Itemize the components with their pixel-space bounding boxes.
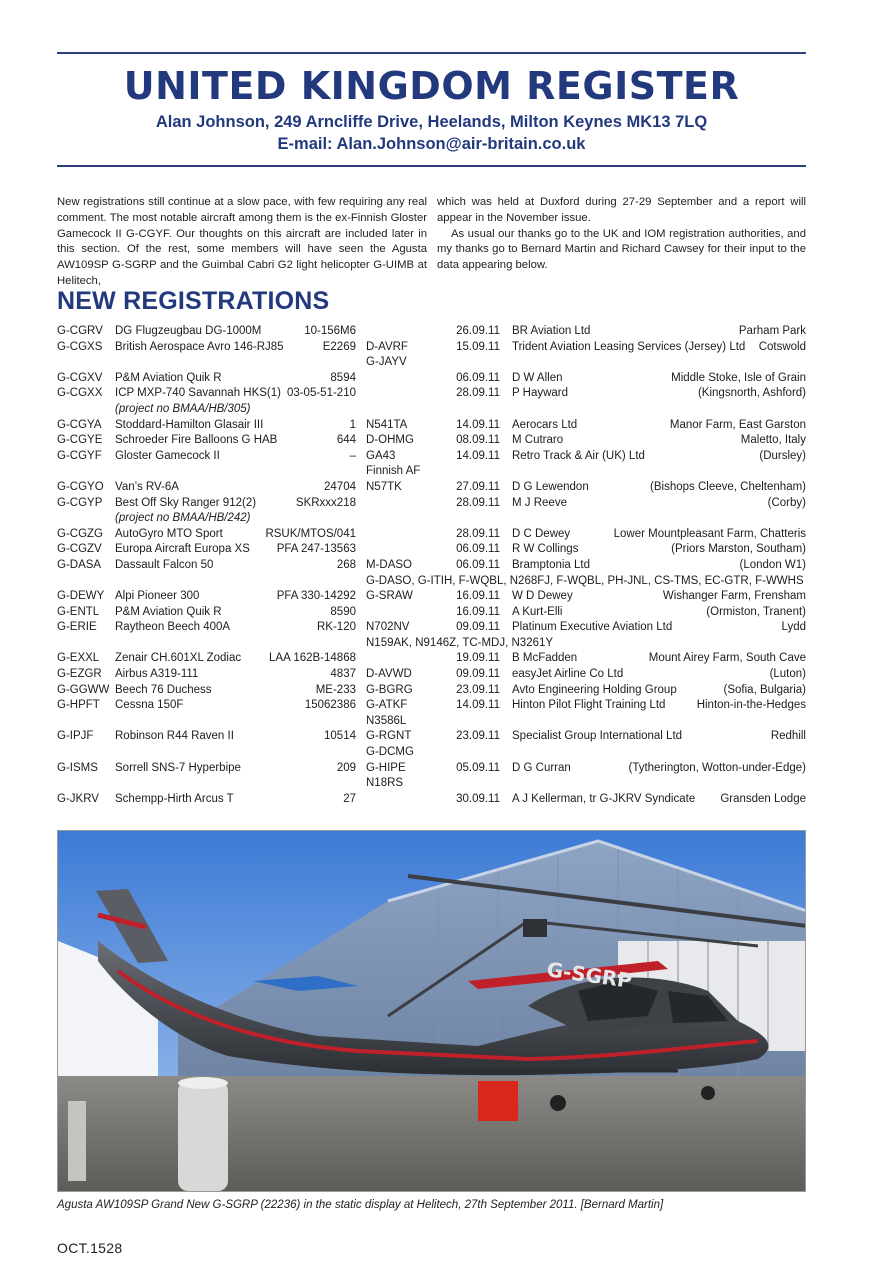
- header-bottom-rule: [57, 165, 806, 167]
- previous-identity: G-SRAW: [366, 590, 413, 603]
- registered-owner: BR Aviation Ltd: [512, 325, 591, 337]
- construction-number: LAA 162B-14868: [269, 652, 356, 665]
- header-top-rule: [57, 52, 806, 54]
- registered-owner: Trident Aviation Leasing Services (Jersey) Ltd: [512, 340, 746, 353]
- table-row: [57, 449, 806, 480]
- registration-mark: G-CGYF: [57, 449, 102, 462]
- registration-mark: G-CGYA: [57, 418, 102, 431]
- base-location: Gransden Lodge: [720, 792, 806, 805]
- construction-number: 8594: [330, 371, 356, 384]
- aircraft-type: DG Flugzeugbau DG-1000M: [115, 325, 262, 337]
- previous-identity: D-OHMG: [366, 434, 414, 447]
- previous-identity: M-DASO: [366, 558, 412, 571]
- registration-date: 27.09.11: [456, 480, 500, 493]
- registration-mark: G-JKRV: [57, 792, 99, 805]
- construction-number: 03-05-51-210: [286, 387, 356, 400]
- table-row: [57, 371, 806, 387]
- registration-mark: G-CGXX: [57, 387, 103, 400]
- aircraft-type: Van’s RV-6A: [115, 480, 179, 493]
- aircraft-type: Sorrell SNS-7 Hyperbipe: [115, 761, 241, 774]
- registration-date: 06.09.11: [456, 371, 500, 384]
- registered-owner: B McFadden: [512, 652, 578, 665]
- base-location: Manor Farm, East Garston: [669, 418, 806, 431]
- base-location: (Tytherington, Wotton-under-Edge): [628, 761, 806, 774]
- intro-paragraph: which was held at Duxford during 27-29 September and a report will appear in the November issue.: [437, 196, 806, 224]
- registration-mark: G-CGZG: [57, 527, 103, 540]
- base-location: Mount Airey Farm, South Cave: [648, 652, 806, 665]
- base-location: Lydd: [781, 621, 806, 634]
- aircraft-type: Schroeder Fire Balloons G HAB: [115, 434, 278, 447]
- registration-mark: G-CGYE: [57, 434, 103, 447]
- table-row: [57, 729, 806, 760]
- construction-number: PFA 330-14292: [276, 590, 356, 603]
- table-row: [57, 667, 806, 683]
- registration-date: 23.09.11: [456, 683, 500, 696]
- registration-mark: G-CGRV: [57, 325, 103, 337]
- previous-identities-list: G-DASO, G-ITIH, F-WQBL, N268FJ, F-WQBL, PH-JNL, CS-TMS, EC-GTR, F-WWHS: [366, 574, 804, 587]
- intro-paragraph: As usual our thanks go to the UK and IOM registration authorities, and my thanks go to Bernard Martin and Richard Cawsey for their input to the data appearing below.: [437, 227, 806, 272]
- construction-number: 644: [336, 434, 356, 447]
- registered-owner: W D Dewey: [512, 590, 573, 603]
- table-row: [57, 433, 806, 449]
- registration-mark: G-IPJF: [57, 730, 94, 743]
- aircraft-type: Beech 76 Duchess: [115, 683, 212, 696]
- project-note: (project no BMAA/HB/305): [115, 402, 251, 415]
- registration-date: 09.09.11: [456, 621, 500, 634]
- registered-owner: easyJet Airline Co Ltd: [512, 668, 624, 681]
- base-location: Cotswold: [758, 340, 806, 353]
- aircraft-type: ICP MXP-740 Savannah HKS(1): [115, 387, 281, 400]
- aircraft-type: Schempp-Hirth Arcus T: [115, 792, 234, 805]
- previous-identity-2: G-DCMG: [366, 746, 414, 759]
- aircraft-type: Zenair CH.601XL Zodiac: [115, 652, 242, 665]
- registered-owner: Platinum Executive Aviation Ltd: [512, 621, 673, 634]
- aircraft-type: Alpi Pioneer 300: [115, 590, 200, 603]
- base-location: (London W1): [739, 558, 806, 571]
- registration-mark: G-HPFT: [57, 699, 100, 712]
- previous-identity-2: G-JAYV: [366, 356, 407, 369]
- registered-owner: Avto Engineering Holding Group: [512, 683, 677, 696]
- table-row: [57, 620, 806, 651]
- registration-date: 05.09.11: [456, 761, 500, 774]
- base-location: Lower Mountpleasant Farm, Chatteris: [613, 527, 806, 540]
- base-location: Maletto, Italy: [740, 434, 806, 447]
- previous-identity: N541TA: [366, 418, 408, 431]
- aircraft-type: Gloster Gamecock II: [115, 449, 220, 462]
- base-location: Hinton-in-the-Hedges: [696, 699, 806, 712]
- previous-identity: GA43: [366, 449, 396, 462]
- table-row: [57, 340, 806, 371]
- registration-date: 15.09.11: [456, 340, 500, 353]
- base-location: Middle Stoke, Isle of Grain: [671, 371, 806, 384]
- registration-mark: G-DASA: [57, 558, 102, 571]
- aircraft-type: British Aerospace Avro 146-RJ85: [115, 340, 284, 353]
- registration-mark: G-CGXV: [57, 371, 103, 384]
- section-title: NEW REGISTRATIONS: [57, 287, 330, 315]
- construction-number: 268: [336, 558, 356, 571]
- base-location: Wishanger Farm, Frensham: [662, 590, 806, 603]
- table-row: [57, 605, 806, 621]
- previous-identity-2: N18RS: [366, 777, 404, 790]
- aircraft-type: P&M Aviation Quik R: [115, 605, 222, 618]
- aircraft-type: Raytheon Beech 400A: [115, 621, 231, 634]
- base-location: Redhill: [770, 730, 806, 743]
- construction-number: 27: [343, 792, 356, 805]
- base-location: (Bishops Cleeve, Cheltenham): [650, 480, 806, 493]
- photo-caption: Agusta AW109SP Grand New G-SGRP (22236) in the static display at Helitech, 27th September 2011. [Bernard Martin]: [57, 1199, 664, 1211]
- registered-owner: Bramptonia Ltd: [512, 558, 590, 571]
- base-location: (Priors Marston, Southam): [671, 543, 806, 556]
- table-row: [57, 792, 806, 808]
- construction-number: 10-156M6: [304, 325, 356, 337]
- base-location: (Corby): [767, 496, 806, 509]
- base-location: (Luton): [769, 668, 806, 681]
- table-row: [57, 480, 806, 496]
- construction-number: 4837: [330, 668, 356, 681]
- previous-identity-2: Finnish AF: [366, 465, 421, 478]
- registration-mark: G-CGXS: [57, 340, 103, 353]
- aircraft-type: Stoddard-Hamilton Glasair III: [115, 418, 264, 431]
- table-row: [57, 386, 806, 417]
- registered-owner: M Cutraro: [512, 434, 564, 447]
- registration-date: 14.09.11: [456, 699, 500, 712]
- registration-mark: G-ISMS: [57, 761, 98, 774]
- registration-date: 06.09.11: [456, 543, 500, 556]
- registration-mark: G-ERIE: [57, 621, 97, 634]
- previous-identity: N57TK: [366, 480, 402, 493]
- previous-identity: D-AVRF: [366, 340, 408, 353]
- registered-owner: Retro Track & Air (UK) Ltd: [512, 449, 645, 462]
- photo-registration-marking: G-SGRP: [545, 957, 634, 993]
- table-row: [57, 496, 806, 527]
- previous-identity: G-HIPE: [366, 761, 406, 774]
- table-row: [57, 418, 806, 434]
- registration-date: 26.09.11: [456, 325, 500, 337]
- construction-number: SKRxxx218: [295, 496, 356, 509]
- registration-date: 19.09.11: [456, 652, 500, 665]
- registration-mark: G-DEWY: [57, 590, 105, 603]
- registered-owner: A J Kellerman, tr G-JKRV Syndicate: [512, 792, 696, 805]
- registration-date: 16.09.11: [456, 605, 500, 618]
- registered-owner: D G Lewendon: [512, 480, 589, 493]
- previous-identity: G-BGRG: [366, 683, 413, 696]
- table-row: [57, 683, 806, 699]
- registered-owner: P Hayward: [512, 387, 569, 400]
- table-row: [57, 651, 806, 667]
- registered-owner: Aerocars Ltd: [512, 418, 578, 431]
- registration-date: 28.09.11: [456, 496, 500, 509]
- construction-number: 209: [336, 761, 356, 774]
- base-location: (Ormiston, Tranent): [706, 605, 806, 618]
- registration-date: 14.09.11: [456, 418, 500, 431]
- registration-mark: G-CGYP: [57, 496, 103, 509]
- previous-identity: G-ATKF: [366, 699, 408, 712]
- registered-owner: A Kurt-Elli: [512, 605, 563, 618]
- construction-number: RK-120: [317, 621, 356, 634]
- construction-number: 10514: [324, 730, 356, 743]
- author-address: Alan Johnson, 249 Arncliffe Drive, Heelands, Milton Keynes MK13 7LQ: [155, 113, 708, 131]
- base-location: Parham Park: [738, 325, 806, 337]
- aircraft-type: Airbus A319-111: [115, 668, 199, 681]
- registration-mark: G-EZGR: [57, 668, 102, 681]
- table-row: [57, 589, 806, 605]
- intro-column-left: [57, 195, 427, 290]
- aircraft-type: Robinson R44 Raven II: [115, 730, 234, 743]
- registration-date: 06.09.11: [456, 558, 500, 571]
- table-row: [57, 324, 806, 340]
- construction-number: PFA 247-13563: [276, 543, 356, 556]
- registered-owner: M J Reeve: [512, 496, 567, 509]
- registration-date: 30.09.11: [456, 792, 500, 805]
- registration-mark: G-CGZV: [57, 543, 102, 556]
- aircraft-type: Cessna 150F: [115, 699, 184, 712]
- registered-owner: D C Dewey: [512, 527, 571, 540]
- registration-date: 14.09.11: [456, 449, 500, 462]
- registration-date: 28.09.11: [456, 387, 500, 400]
- helicopter-photo: [57, 830, 806, 1192]
- registered-owner: Hinton Pilot Flight Training Ltd: [512, 699, 666, 712]
- page-folio: OCT.1528: [57, 1240, 123, 1256]
- base-location: (Sofia, Bulgaria): [723, 683, 806, 696]
- registrations-table: [57, 324, 806, 807]
- registration-date: 09.09.11: [456, 668, 500, 681]
- construction-number: –: [349, 449, 356, 462]
- table-row: [57, 542, 806, 558]
- aircraft-type: Best Off Sky Ranger 912(2): [115, 496, 257, 509]
- table-row: [57, 761, 806, 792]
- table-row: [57, 527, 806, 543]
- previous-identity: N702NV: [366, 621, 410, 634]
- registration-date: 23.09.11: [456, 730, 500, 743]
- registered-owner: D W Allen: [512, 371, 563, 384]
- construction-number: 8590: [330, 605, 356, 618]
- page-title: UNITED KINGDOM REGISTER: [123, 64, 740, 108]
- aircraft-type: Europa Aircraft Europa XS: [115, 543, 250, 556]
- registration-mark: G-GGWW: [57, 683, 110, 696]
- aircraft-type: P&M Aviation Quik R: [115, 371, 222, 384]
- intro-column-right: [437, 195, 806, 274]
- registered-owner: R W Collings: [512, 543, 579, 556]
- table-row: [57, 558, 806, 589]
- previous-identity-2: N3586L: [366, 714, 407, 727]
- registered-owner: Specialist Group International Ltd: [512, 730, 683, 743]
- construction-number: 1: [349, 418, 356, 431]
- project-note: (project no BMAA/HB/242): [115, 512, 251, 525]
- previous-identity: D-AVWD: [366, 668, 412, 681]
- base-location: (Dursley): [759, 449, 806, 462]
- helicopter-photo-illustration: [58, 831, 806, 1192]
- construction-number: RSUK/MTOS/041: [265, 527, 356, 540]
- construction-number: E2269: [322, 340, 356, 353]
- construction-number: 15062386: [304, 699, 356, 712]
- registration-date: 16.09.11: [456, 590, 500, 603]
- registration-mark: G-ENTL: [57, 605, 100, 618]
- previous-identities-list: N159AK, N9146Z, TC-MDJ, N3261Y: [366, 636, 554, 649]
- table-row: [57, 698, 806, 729]
- registration-mark: G-CGYO: [57, 480, 104, 493]
- construction-number: ME-233: [315, 683, 356, 696]
- registration-mark: G-EXXL: [57, 652, 100, 665]
- aircraft-type: Dassault Falcon 50: [115, 558, 214, 571]
- registered-owner: D G Curran: [512, 761, 571, 774]
- aircraft-type: AutoGyro MTO Sport: [115, 527, 223, 540]
- intro-paragraph: New registrations still continue at a slow pace, with few requiring any real comment. The most notable aircraft among them is the ex-Finnish Gloster Gamecock II G-CGYF. Our thoughts on this aircraft are included later in this section. Of the rest, some members will have seen the Agusta AW109SP G-SGRP and the Guimbal Cabri G2 light helicopter G-UIMB at Helitech,: [57, 196, 427, 287]
- registration-date: 28.09.11: [456, 527, 500, 540]
- registration-date: 08.09.11: [456, 434, 500, 447]
- construction-number: 24704: [324, 480, 356, 493]
- previous-identity: G-RGNT: [366, 730, 412, 743]
- base-location: (Kingsnorth, Ashford): [697, 387, 806, 400]
- author-email[interactable]: E-mail: Alan.Johnson@air-britain.co.uk: [277, 135, 586, 153]
